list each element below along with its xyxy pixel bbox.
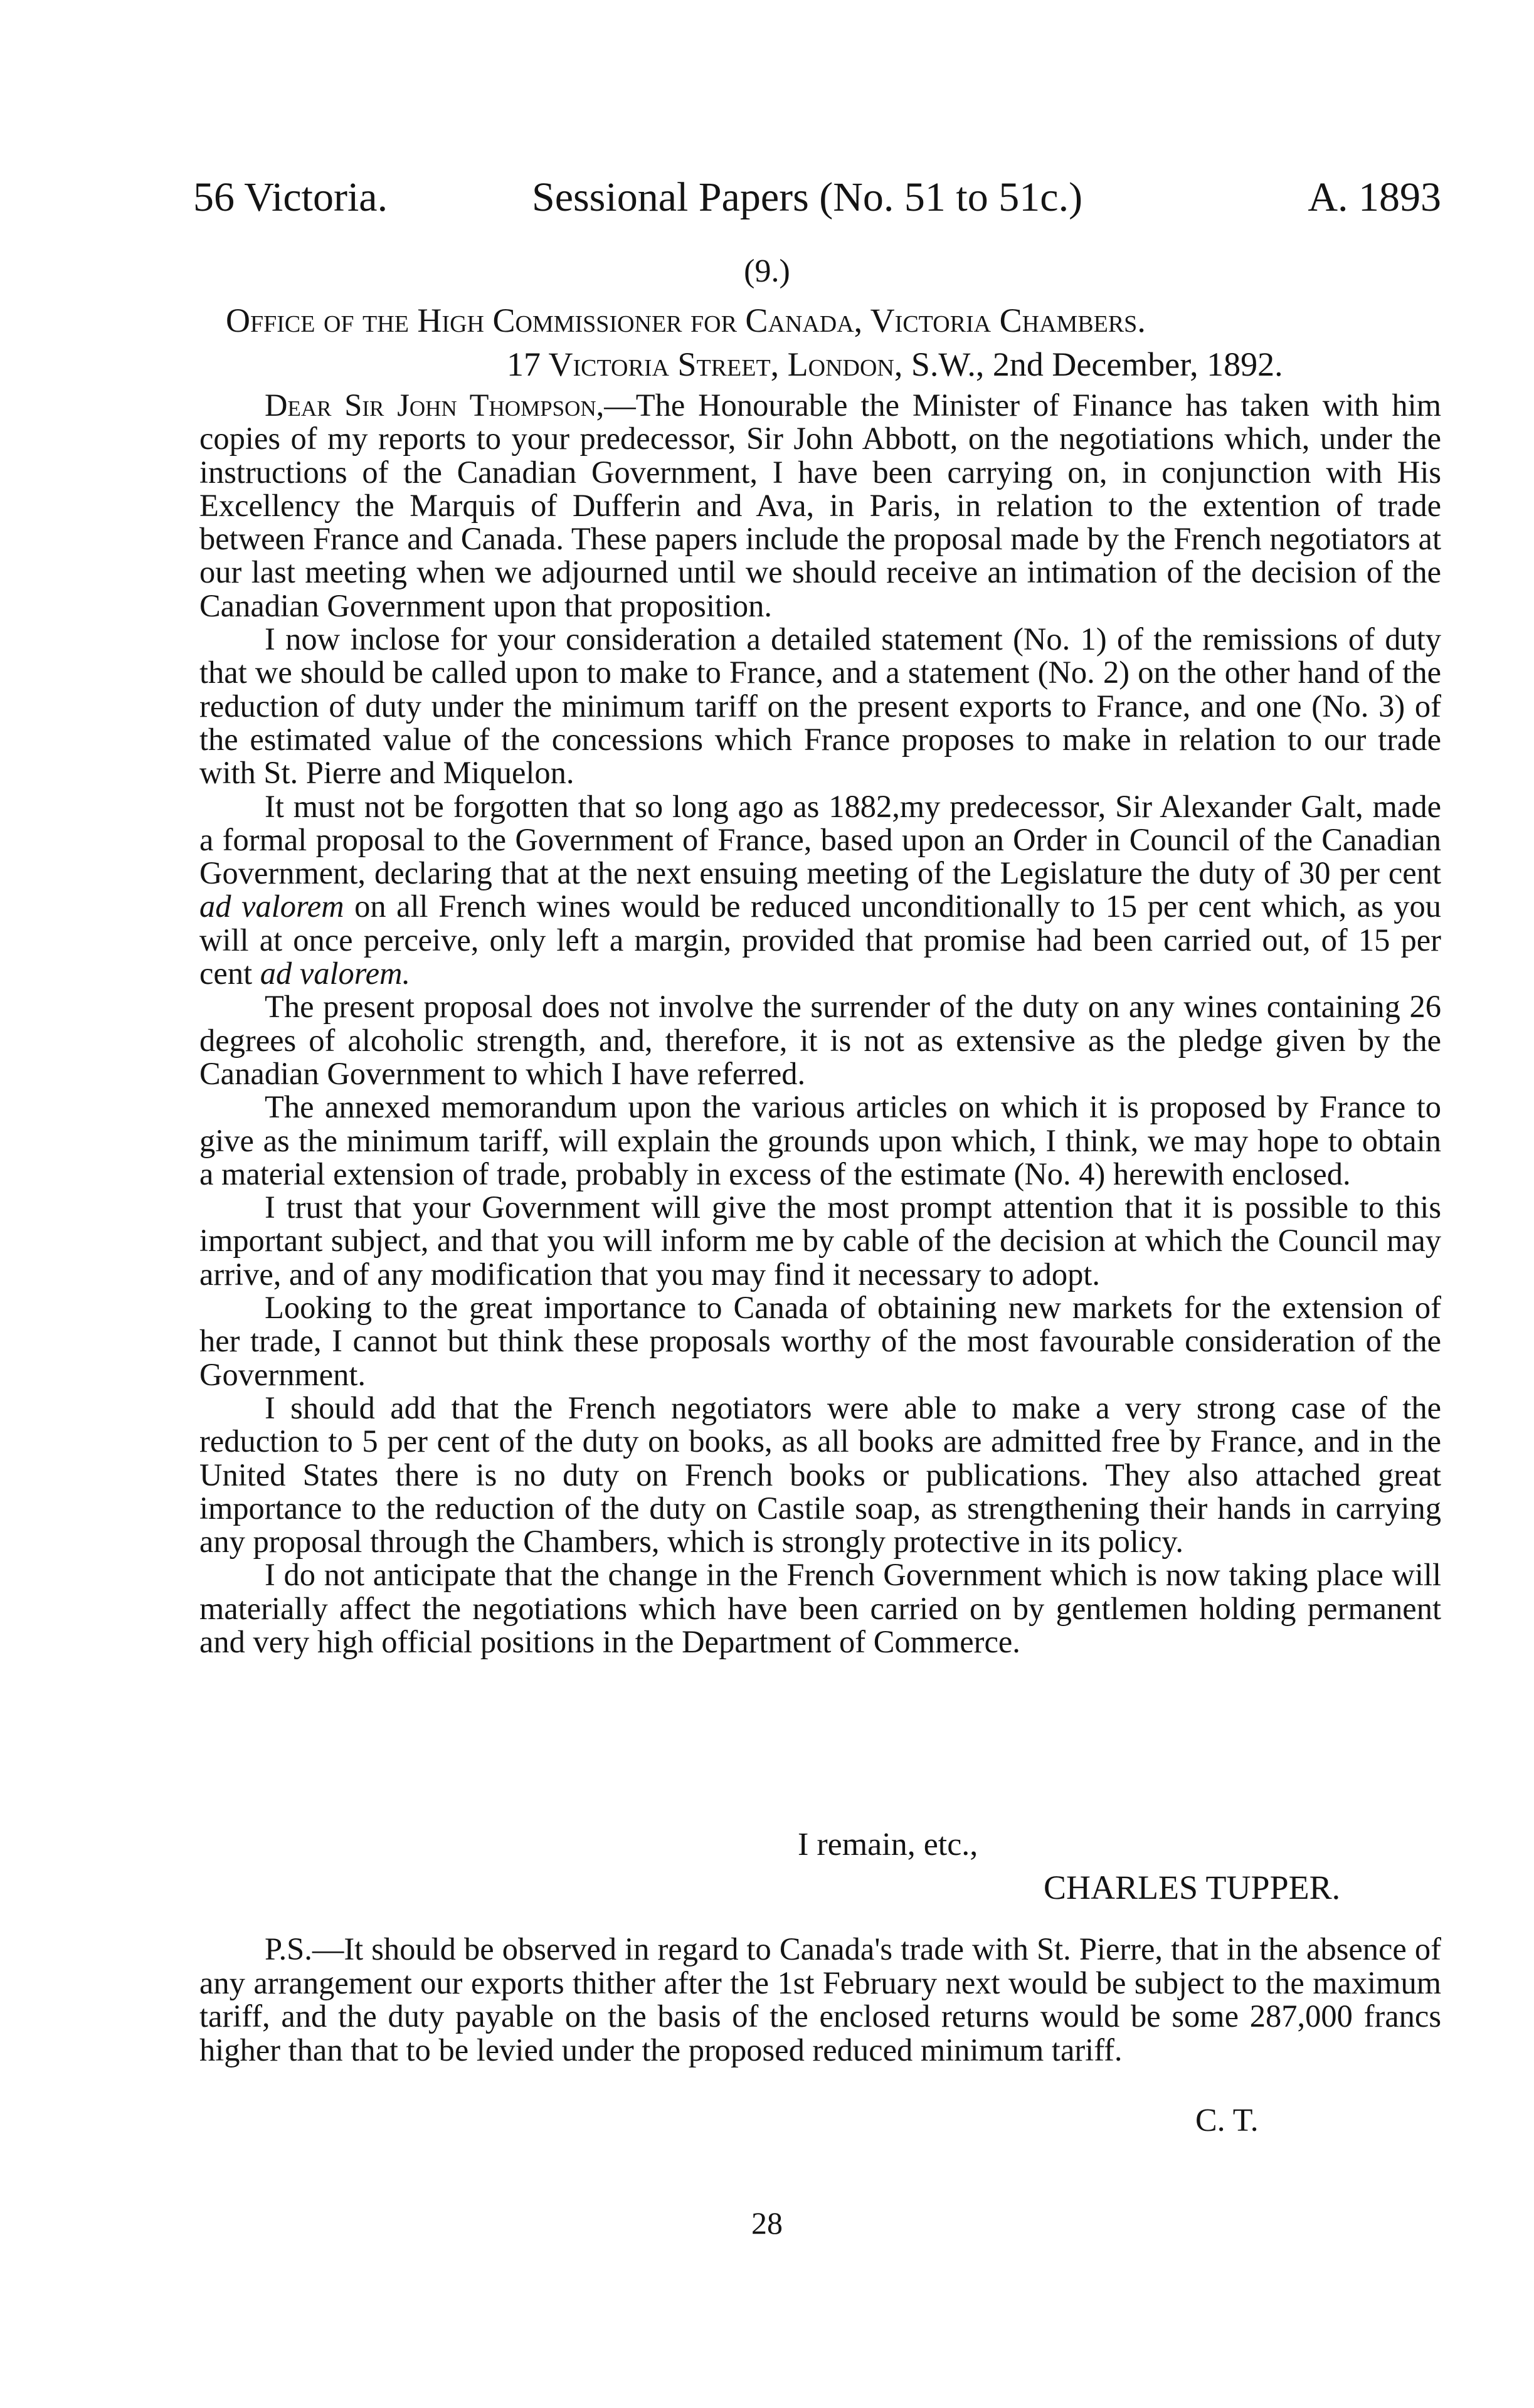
- address-rest: , S.W., 2nd December, 1892.: [894, 346, 1283, 383]
- paragraph-salutation: [199, 389, 1441, 623]
- paragraph-3-italic-2: ad valorem.: [260, 956, 411, 991]
- paragraph-6: I trust that your Government will give the most prompt attention that it is possible to this important subject, and that you will inform me by cable of the decision at which the Council may arrive, and of any modification that you may find it necessary to adopt.: [199, 1190, 1441, 1292]
- paragraph-7: Looking to the great importance to Canada of obtaining new markets for the extension of her trade, I cannot but think these proposals worthy of the most favourable consideration of the Government.: [199, 1290, 1441, 1392]
- office-line: Office of the High Commissioner for Canada, Victoria Chambers.: [226, 302, 1146, 339]
- address-line: [507, 342, 1447, 386]
- paragraph-3-italic-1: ad valorem: [199, 889, 344, 924]
- header-volume: 56 Victoria.: [193, 174, 388, 220]
- paragraph-8: I should add that the French negotiators were able to make a very strong case of the reduction to 5 per cent of the duty on books, as all books are admitted free by France, and in the United States there is no duty on French books or publications. They also attached great importance to the reduction of the duty on Castile soap, as strengthening their hands in carrying any proposal through the Chambers, which is strongly protective in its policy.: [199, 1390, 1441, 1560]
- paragraph-9: I do not anticipate that the change in the French Government which is now taking place will materially affect the negotiations which have been carried on by gentlemen holding permanent and very high official positions in the Department of Commerce.: [199, 1557, 1441, 1659]
- page-number: 28: [751, 2205, 783, 2241]
- paragraph-3-part-a: It must not be forgotten that so long ago as 1882,my predecessor, Sir Alexander Galt, made a formal proposal to the Government of France, based upon an Order in Council of the Canadian Government, declaring that at the next ensuing meeting of the Legislature the duty of 30 per cent: [199, 788, 1441, 891]
- paragraph-4: The present proposal does not involve the surrender of the duty on any wines containing 26 degrees of alcoholic strength, and, therefore, it is not as extensive as the pledge given by the Canadian Government to which I have referred.: [199, 989, 1441, 1091]
- closing-line: I remain, etc.,: [798, 1827, 978, 1862]
- letter-body: [199, 389, 1441, 1659]
- header-year: A. 1893: [1308, 174, 1441, 220]
- paragraph-5: The annexed memorandum upon the various articles on which it is proposed by France to give as the minimum tariff, will explain the grounds upon which, I think, we may hope to obtain a material extension of trade, probably in excess of the estimate (No. 4) herewith enclosed.: [199, 1089, 1441, 1191]
- paragraph-3: [199, 790, 1441, 991]
- paragraph-3-part-b: on all French wines would be reduced unconditionally to 15 per cent which, as you will at once perceive, only left a margin, provided that promise had been carried out, of 15 per cent: [199, 889, 1441, 991]
- document-number: (9.): [744, 253, 790, 289]
- running-header: [193, 169, 1441, 226]
- salutation-text: —The Honourable the Minister of Finance has taken with him copies of my reports to your predecessor, Sir John Abbott, on the negotiations which, under the instructions of the Canadian Government, I have been carrying on, in conjunction with His Excellency the Marquis of Dufferin and Ava, in Paris, in relation to the extention of trade between France and Canada. These papers include the proposal made by the French negotiators at our last meeting when we adjourned until we should receive an intimation of the decision of the Canadian Government upon that proposition.: [199, 388, 1441, 623]
- paragraph-2: I now inclose for your consideration a detailed statement (No. 1) of the remissions of duty that we should be called upon to make to France, and a statement (No. 2) on the other hand of the reduction of duty under the minimum tariff on the present exports to France, and one (No. 3) of the estimated value of the concessions which France proposes to make in relation to our trade with St. Pierre and Miquelon.: [199, 621, 1441, 791]
- postscript-initials: C. T.: [1195, 2103, 1259, 2138]
- header-title: Sessional Papers (No. 51 to 51c.): [532, 174, 1083, 220]
- address-street: 17 Victoria Street, London: [507, 346, 894, 383]
- postscript: P.S.—It should be observed in regard to Canada's trade with St. Pierre, that in the absence of any arrangement our exports thither after the 1st February next would be subject to the maximum tariff, and the duty payable on the basis of the enclosed returns would be some 287,000 francs higher than that to be levied under the proposed reduced minimum tariff.: [199, 1931, 1441, 2067]
- signature: CHARLES TUPPER.: [1044, 1869, 1341, 1906]
- salutation-name: Dear Sir John Thompson,: [265, 388, 605, 423]
